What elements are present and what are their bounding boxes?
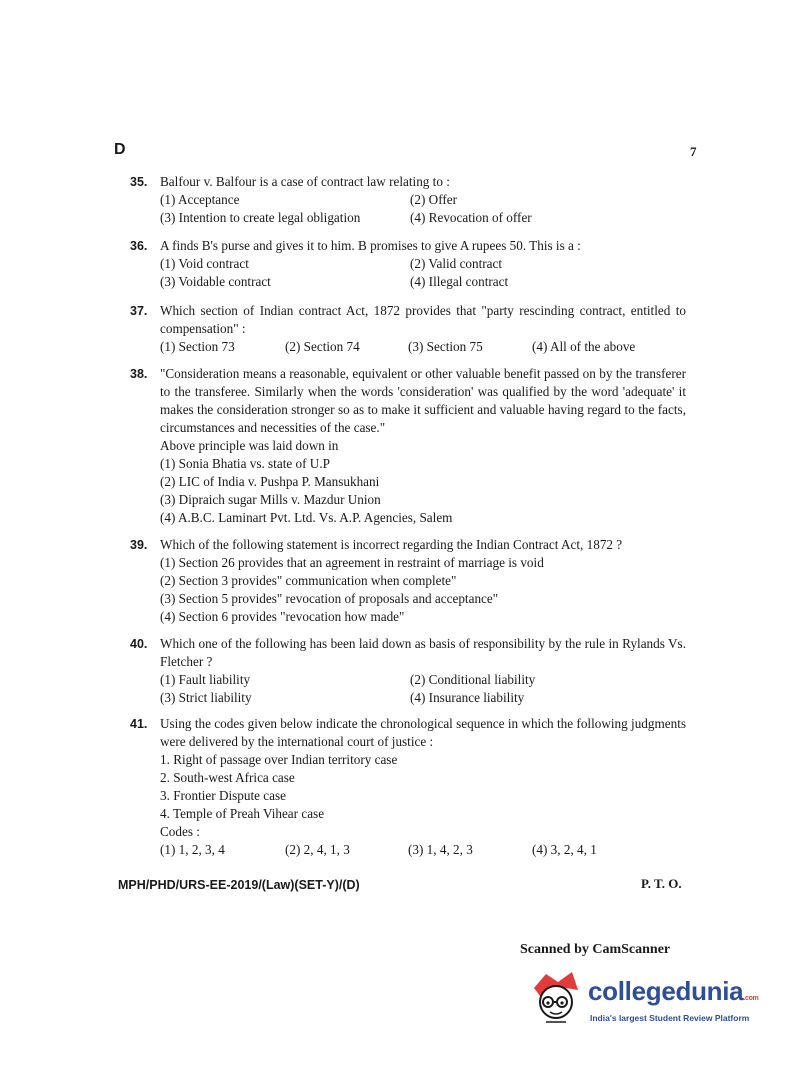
- set-letter: D: [114, 141, 126, 158]
- question-41: [130, 715, 686, 859]
- page-number: 7: [690, 144, 697, 159]
- question-35: [130, 173, 686, 227]
- codes-label: Codes :: [160, 824, 200, 839]
- brand-name: collegedunia.com: [588, 976, 759, 1006]
- option-3: (3) 1, 4, 2, 3: [408, 842, 473, 857]
- option-4: (4) Section 6 provides "revocation how made": [160, 609, 405, 624]
- option-4: (4) A.B.C. Laminart Pvt. Ltd. Vs. A.P. Agencies, Salem: [160, 510, 453, 525]
- option-2: (2) Section 74: [285, 339, 360, 354]
- option-4: (4) Illegal contract: [410, 274, 509, 289]
- question-subtext: Above principle was laid down in: [160, 438, 339, 453]
- option-1: (1) Fault liability: [160, 672, 251, 687]
- question-number: 36.: [130, 239, 148, 253]
- option-1: (1) Section 26 provides that an agreement in restraint of marriage is void: [160, 555, 544, 570]
- paper-code: MPH/PHD/URS-EE-2019/(Law)(SET-Y)/(D): [118, 878, 360, 892]
- question-text: Balfour v. Balfour is a case of contract law relating to :: [160, 174, 450, 189]
- question-text: Which one of the following has been laid down as basis of responsibility by the rule in Rylands Vs. Fletcher ?: [160, 636, 686, 669]
- question-text: Using the codes given below indicate the chronological sequence in which the following judgments were delivered by the international court of justice :: [160, 716, 686, 749]
- question-39: [130, 536, 686, 626]
- option-1: (1) 1, 2, 3, 4: [160, 842, 225, 857]
- options: [160, 255, 686, 291]
- option-1: (1) Section 73: [160, 339, 235, 354]
- options: [160, 671, 686, 707]
- option-1: (1) Void contract: [160, 256, 249, 271]
- option-4: (4) 3, 2, 4, 1: [532, 842, 597, 857]
- options: [160, 554, 686, 626]
- options: [160, 841, 686, 859]
- options: [160, 191, 686, 227]
- pto-label: P. T. O.: [641, 876, 682, 891]
- option-2: (2) LIC of India v. Pushpa P. Mansukhani: [160, 474, 380, 489]
- option-2: (2) Section 3 provides" communication when complete": [160, 573, 457, 588]
- question-number: 39.: [130, 538, 148, 552]
- option-3: (3) Section 75: [408, 339, 483, 354]
- question-number: 40.: [130, 637, 148, 651]
- option-3: (3) Intention to create legal obligation: [160, 210, 361, 225]
- question-text: A finds B's purse and gives it to him. B promises to give A rupees 50. This is a :: [160, 238, 581, 253]
- option-2: (2) Offer: [410, 192, 457, 207]
- question-number: 38.: [130, 367, 148, 381]
- option-2: (2) 2, 4, 1, 3: [285, 842, 350, 857]
- question-36: [130, 237, 686, 291]
- question-text: Which section of Indian contract Act, 1872 provides that "party rescinding contract, entitled to compensation" :: [160, 303, 686, 336]
- brand-suffix: .com: [743, 995, 759, 1002]
- brand-tagline: India's largest Student Review Platform: [590, 1013, 750, 1023]
- option-4: (4) Insurance liability: [410, 690, 525, 705]
- list-item: 3. Frontier Dispute case: [160, 788, 286, 803]
- question-text: "Consideration means a reasonable, equivalent or other valuable benefit passed on by the transferer to the transferee. Similarly when the words 'consideration' was qualified by the word 'adequate' it makes the consideration stronger so as to make it sufficient and valuable having regard to the facts, circumstances and necessities of the case.": [160, 366, 686, 435]
- option-1: (1) Sonia Bhatia vs. state of U.P: [160, 456, 330, 471]
- judgment-list: [160, 751, 686, 823]
- option-3: (3) Voidable contract: [160, 274, 271, 289]
- options: [160, 455, 686, 527]
- list-item: 1. Right of passage over Indian territory case: [160, 752, 398, 767]
- options: [160, 338, 686, 356]
- question-number: 37.: [130, 304, 148, 318]
- question-37: [130, 302, 686, 356]
- question-text: Which of the following statement is incorrect regarding the Indian Contract Act, 1872 ?: [160, 537, 623, 552]
- scanned-by-label: Scanned by CamScanner: [520, 942, 671, 957]
- option-2: (2) Valid contract: [410, 256, 503, 271]
- list-item: 4. Temple of Preah Vihear case: [160, 806, 325, 821]
- option-4: (4) All of the above: [532, 339, 636, 354]
- option-3: (3) Section 5 provides" revocation of proposals and acceptance": [160, 591, 499, 606]
- option-1: (1) Acceptance: [160, 192, 240, 207]
- option-2: (2) Conditional liability: [410, 672, 536, 687]
- option-3: (3) Strict liability: [160, 690, 252, 705]
- question-number: 35.: [130, 175, 148, 189]
- option-4: (4) Revocation of offer: [410, 210, 532, 225]
- question-38: [130, 365, 686, 527]
- question-number: 41.: [130, 717, 148, 731]
- list-item: 2. South-west Africa case: [160, 770, 295, 785]
- question-40: [130, 635, 686, 707]
- option-3: (3) Dipraich sugar Mills v. Mazdur Union: [160, 492, 381, 507]
